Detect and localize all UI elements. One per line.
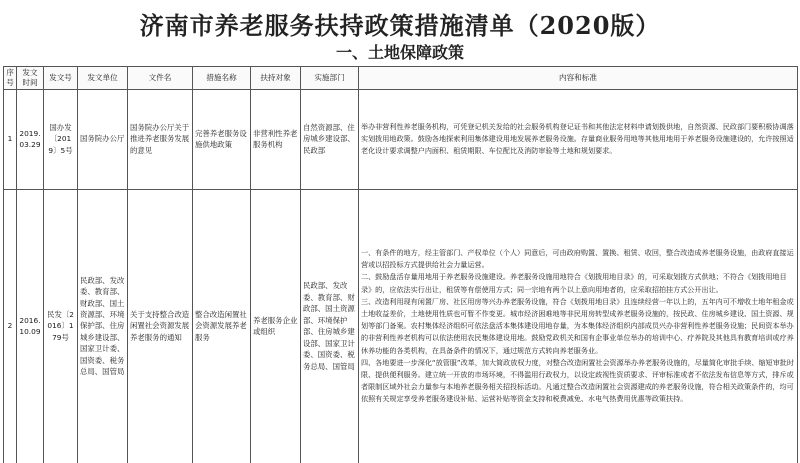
cell-measure: 整合改造闲置社会资源发展养老服务 bbox=[193, 189, 251, 463]
cell-content: 一、有条件的地方，经主管部门、产权单位（个人）同意后，可由政府购置、置换、租赁、收回，整合改造成养老服务设施，由政府直接运营或以招投标方式提供给社会力量运营。 二、鼓励盘活存量用地用于养老服务设施建设。养老服务设施用地符合《划拨用地目录》的，可采取划拨方式供地；不符合《划拨用地目录》的，应依法实行出让，租赁等有偿使用方式；同一宗地有两个以上意向用地者的，应采取招拍挂方式公开出让。 三、改造利用现有闲置厂房、社区用房等兴办养老服务设施，符合《划拨用地目录》且连续经营一年以上的，五年内可不增收土地年租金或土地收益差价，土地使用性质也可暂不作变更。城市经济困难地等非民用房转型成养老服务设施的，按民政、住房城乡建设、国土资源、规划等部门备案。农村集体经济组织可依法盘活本集体建设用地存量，为本集体经济组织内部成员兴办非营利性养老服务设施；民间资本举办的非营利性养老机构可以依法使用农民集体建设用地。鼓励党政机关和国有企事业单位举办的培训中心、疗养院及其他具有教育培训或疗养休养功能的各类机构，在具备条件的情况下，通过规范方式转向养老服务业。 四、各地要进一步深化“放管服”改革，加大简政放权力度，对整合改造闲置社会资源举办养老服务设施的，尽量简化审批手续、缩短审批时限、提供便利服务。建立统一开放的市场环境，不得滥用行政权力，以设定歧视性资质要求、评审标准或者不依法发布信息等方式，排斥或者限制区域外社会力量参与本地养老服务相关招投标活动。凡通过整合改造闲置社会资源建成的养老服务设施，符合相关政策条件的，均可依照有关规定享受养老服务建设补贴、运营补贴等资金支持和税费减免、水电气热费用优惠等政策扶持。 bbox=[359, 189, 798, 463]
table-row bbox=[4, 189, 798, 463]
header-file-name: 文件名 bbox=[128, 67, 193, 90]
cell-issuer: 民政部、发改委、教育部、财政部、国土资源部、环境保护部、住房城乡建设部、国家卫计委、国资委、税务总局、国管局 bbox=[78, 189, 128, 463]
cell-target: 养老服务企业或组织 bbox=[251, 189, 301, 463]
section-title: 一、土地保障政策 bbox=[335, 43, 464, 62]
cell-department: 自然资源部、住房城乡建设部、民政部 bbox=[301, 89, 359, 189]
policy-table bbox=[3, 66, 798, 463]
cell-target: 非营利性养老服务机构 bbox=[251, 89, 301, 189]
cell-department: 民政部、发改委、教育部、财政部、国土资源部、环境保护部、住房城乡建设部、国家卫计委、国资委、税务总局、国管局 bbox=[301, 189, 359, 463]
header-content: 内容和标准 bbox=[359, 67, 798, 90]
cell-doc-no: 民发〔2016〕179号 bbox=[44, 189, 78, 463]
cell-file-name: 关于支持整合改造闲置社会资源发展养老服务的通知 bbox=[128, 189, 193, 463]
cell-doc-no: 国办发〔2019〕5号 bbox=[44, 89, 78, 189]
header-target: 扶持对象 bbox=[251, 67, 301, 90]
cell-content: 举办非营利性养老服务机构，可凭登记机关发给的社会服务机构登记证书和其他法定材料申请划拨供地，自然资源、民政部门要积极协调落实划拨用地政策。鼓励各地探索利用集体建设用地发展养老服务设施。存量商业服务用地等其他用地用于养老服务设施建设的，允许按照适老化设计要求调整户内面积、租赁期限、车位配比及消防审验等土地和规划要求。 bbox=[359, 89, 798, 189]
table-header-row bbox=[4, 67, 798, 90]
table-row bbox=[4, 89, 798, 189]
header-issuer: 发文单位 bbox=[78, 67, 128, 90]
header-department: 实施部门 bbox=[301, 67, 359, 90]
cell-date: 2016.10.09 bbox=[17, 189, 44, 463]
cell-date: 2019.03.29 bbox=[17, 89, 44, 189]
cell-file-name: 国务院办公厅关于推进养老服务发展的意见 bbox=[128, 89, 193, 189]
document-title: 济南市养老服务扶持政策措施清单（2020版） bbox=[139, 11, 661, 40]
header-date: 发文时间 bbox=[17, 67, 44, 90]
header-doc-no: 发文号 bbox=[44, 67, 78, 90]
header-index: 序号 bbox=[4, 67, 17, 90]
cell-issuer: 国务院办公厅 bbox=[78, 89, 128, 189]
cell-index: 2 bbox=[4, 189, 17, 463]
cell-index: 1 bbox=[4, 89, 17, 189]
header-measure: 措施名称 bbox=[193, 67, 251, 90]
cell-measure: 完善养老服务设施供地政策 bbox=[193, 89, 251, 189]
